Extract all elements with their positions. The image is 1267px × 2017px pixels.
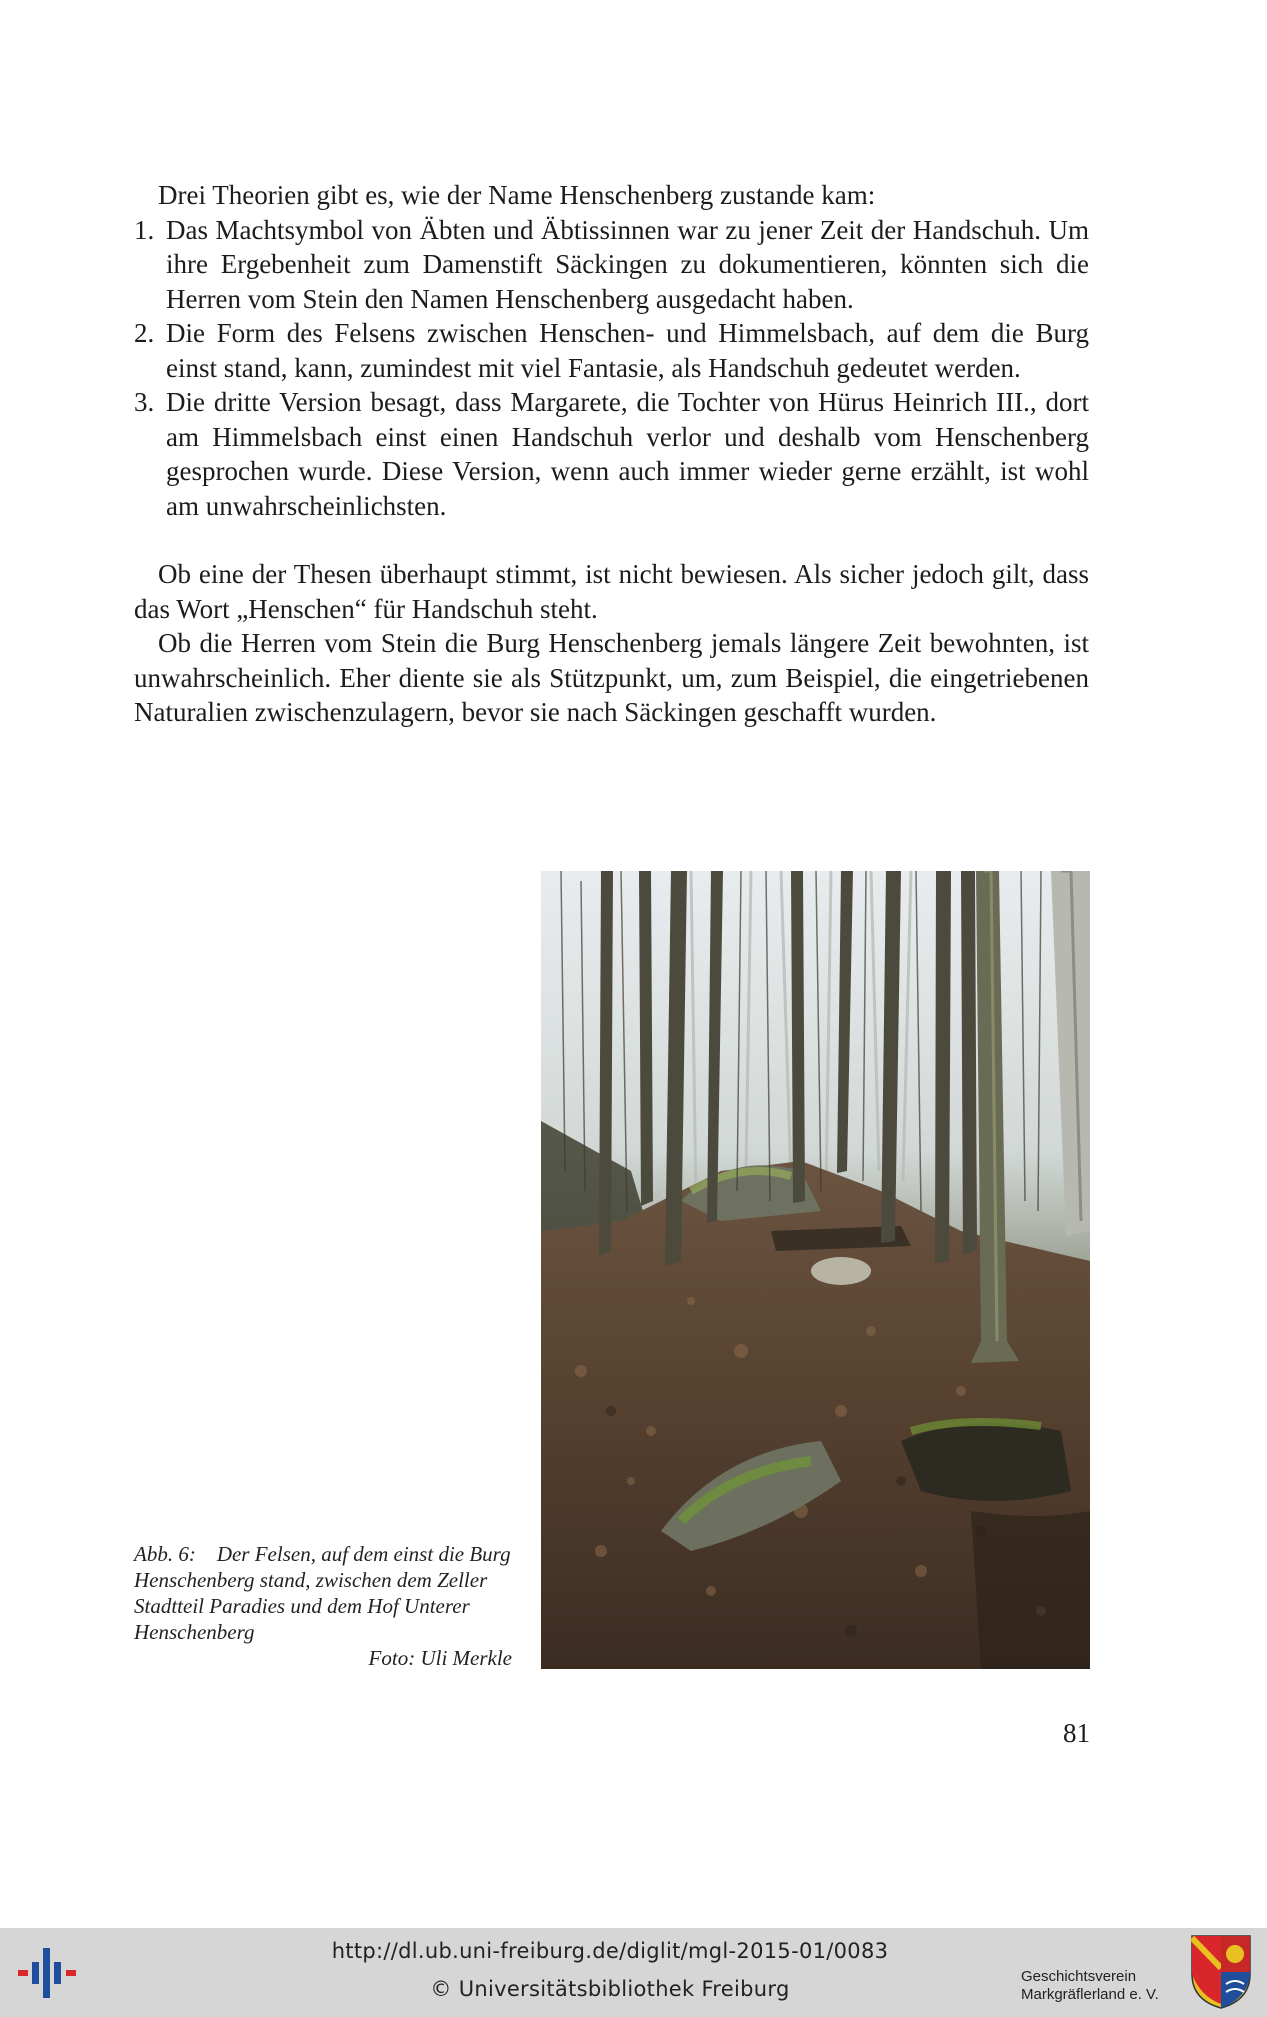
body-paragraph: Ob die Herren vom Stein die Burg Henschenberg jemals längere Zeit bewohnten, ist unwahrscheinlich. Eher diente sie als Stützpunkt, um, zum Beispiel, die eingetriebenen Naturalien zwischenzulagern, bevor sie nach Säckingen geschafft wurden. (134, 628, 1089, 727)
list-item (134, 385, 1089, 523)
society-name (1021, 1968, 1191, 2004)
intro-paragraph: Drei Theorien gibt es, wie der Name Henschenberg zustande kam: (158, 180, 876, 210)
footer-bar (0, 1928, 1267, 2017)
body-text (134, 178, 1089, 730)
caption-text: Abb. 6: Der Felsen, auf dem einst die Burg Henschenberg stand, zwischen dem Zeller Stadtteil Paradies und dem Hof Unterer Henschenberg (134, 1542, 516, 1644)
copyright-text: © Universitätsbibliothek Freiburg (430, 1977, 790, 2001)
figure-caption (134, 1541, 514, 1671)
list-number: 3. (134, 387, 155, 417)
list-text: Die dritte Version besagt, dass Margarete, die Tochter von Hürus Heinrich III., dort am Himmelsbach einst einen Handschuh verlor und deshalb vom Henschenberg gesprochen wurde. Diese Version, wenn auch immer wieder gerne erzählt, ist wohl am unwahrscheinlichsten. (166, 387, 1089, 521)
list-number: 1. (134, 214, 155, 245)
list-item (134, 213, 1089, 317)
list-text: Das Machtsymbol von Äbten und Äbtissinnen war zu jener Zeit der Handschuh. Um ihre Ergebenheit zum Damenstift Säckingen zu dokumentieren, könnten sich die Herren vom Stein den Namen Henschenberg ausgedacht haben. (166, 214, 1089, 314)
ub-freiburg-logo-icon (18, 1948, 78, 1998)
photo-credit: Foto: Uli Merkle (368, 1646, 512, 1670)
coat-of-arms-icon (1190, 1934, 1252, 2010)
theory-list (134, 213, 1089, 524)
page-number: 81 (1063, 1718, 1090, 1748)
body-paragraph: Ob eine der Thesen überhaupt stimmt, ist nicht bewiesen. Als sicher jedoch gilt, dass das Wort „Henschen“ für Handschuh steht. (134, 559, 1089, 624)
forest-rock-photo (541, 871, 1090, 1669)
society-line: Geschichtsverein (1021, 1968, 1137, 1985)
list-number: 2. (134, 318, 155, 348)
society-line: Markgräflerland e. V. (1021, 1986, 1159, 2003)
list-item (134, 316, 1089, 385)
document-url[interactable]: http://dl.ub.uni-freiburg.de/diglit/mgl-2015-01/0083 (331, 1939, 889, 1963)
list-text: Die Form des Felsens zwischen Henschen- und Himmelsbach, auf dem die Burg einst stand, kann, zumindest mit viel Fantasie, als Handschuh gedeutet werden. (166, 318, 1089, 383)
